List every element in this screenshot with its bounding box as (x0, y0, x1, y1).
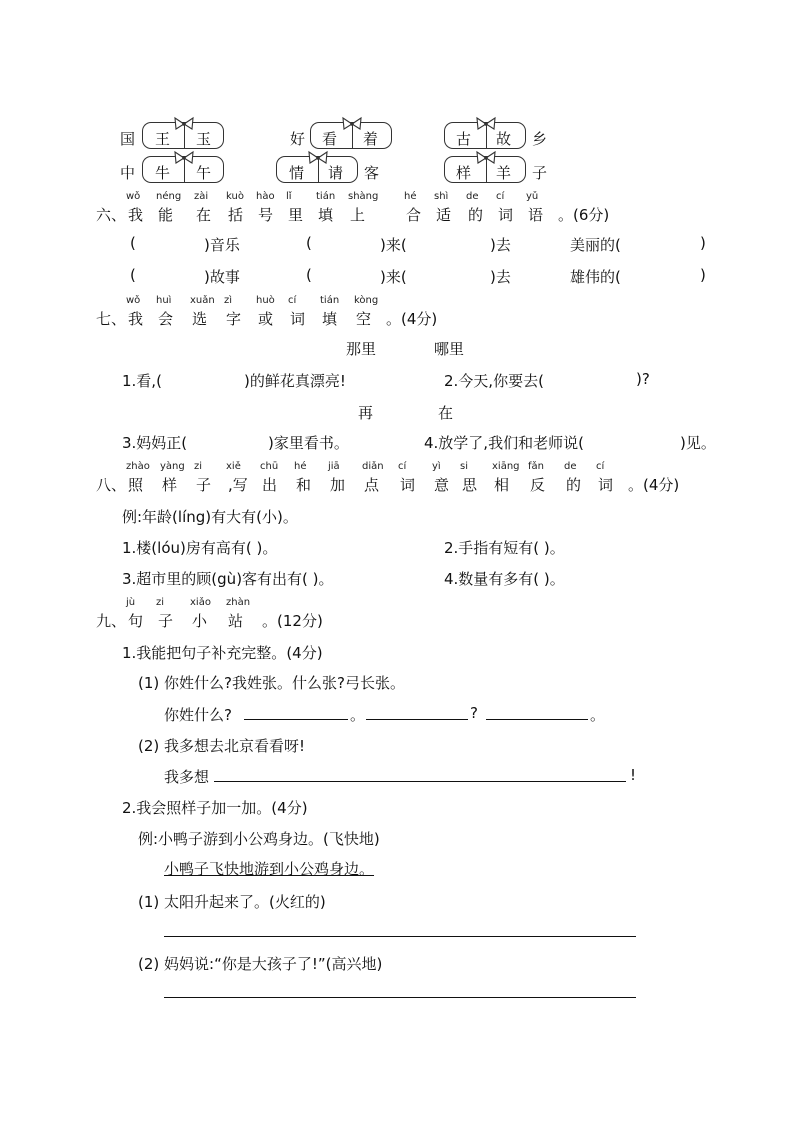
title-char: 能 (158, 206, 174, 224)
pinyin-annotation: xuǎn (190, 295, 215, 306)
answer-line[interactable] (366, 719, 468, 720)
blank-paren: ) (700, 266, 706, 284)
bow-icon (173, 116, 195, 132)
question-text: 4.放学了,我们和老师说( (424, 434, 584, 452)
question-text: 1.楼(lóu)房有高有( )。 (122, 539, 278, 557)
title-char: 小 (192, 612, 208, 630)
blank-paren: ( (130, 234, 136, 252)
title-char: 子 (196, 476, 212, 494)
title-char: 在 (196, 206, 212, 224)
question-text: 你姓什么? (164, 706, 232, 724)
pinyin-annotation: yì (432, 461, 441, 472)
section-number: 七、 (96, 310, 127, 328)
pinyin-annotation: chū (260, 461, 279, 472)
pinyin-annotation: yàng (160, 461, 185, 472)
bow-icon (475, 150, 497, 166)
word-option: 在 (438, 404, 454, 422)
blank-paren: ) (700, 234, 706, 252)
section-score: 。(6分) (558, 206, 610, 224)
title-char: 词 (400, 476, 416, 494)
question-text: (1) 太阳升起来了。(火红的) (138, 893, 326, 911)
bow-icon (475, 116, 497, 132)
title-char: 思 (462, 476, 478, 494)
pair-char-b: 羊 (496, 164, 512, 182)
title-char: 词 (290, 310, 306, 328)
example-text: 例:年龄(líng)有大有(小)。 (122, 508, 298, 526)
blank-paren: ( (130, 266, 136, 284)
pinyin-annotation: jù (126, 597, 136, 608)
title-char: 合 (406, 206, 422, 224)
title-char: 填 (318, 206, 334, 224)
bow-icon (307, 150, 329, 166)
pinyin-annotation: hé (404, 191, 417, 202)
pair-char-b: 故 (496, 130, 512, 148)
answer-line[interactable] (244, 719, 348, 720)
pinyin-annotation: cí (398, 461, 407, 472)
pair-char-b: 着 (363, 130, 379, 148)
title-char: 句 (128, 612, 144, 630)
part-heading: 2.我会照样子加一加。(4分) (122, 799, 308, 817)
pinyin-annotation: néng (156, 191, 182, 202)
title-char: 我 (128, 310, 144, 328)
title-char: 的 (468, 206, 484, 224)
word-option: 哪里 (434, 340, 465, 358)
pinyin-annotation: xiāng (492, 461, 520, 472)
title-char: 样 (162, 476, 178, 494)
pair-outer-char: 好 (290, 130, 306, 148)
pinyin-annotation: de (466, 191, 479, 202)
phrase: )去 (490, 268, 511, 286)
pinyin-annotation: kòng (354, 295, 379, 306)
title-char: 意 (434, 476, 450, 494)
pinyin-annotation: wǒ (126, 295, 141, 306)
pair-outer-char: 客 (364, 164, 380, 182)
pinyin-annotation: huì (156, 295, 172, 306)
pair-char-a: 样 (456, 164, 472, 182)
title-char: 的 (566, 476, 582, 494)
pair-char-a: 古 (456, 130, 472, 148)
pinyin-annotation: xiě (226, 461, 241, 472)
question-text: )见。 (680, 434, 716, 452)
pinyin-annotation: tián (320, 295, 340, 306)
title-char: ,写 (228, 476, 248, 494)
pair-char-a: 情 (289, 164, 305, 182)
pinyin-annotation: huò (256, 295, 275, 306)
question-text: )家里看书。 (268, 434, 349, 452)
question-text: 3.超市里的顾(gù)客有出有( )。 (122, 570, 334, 588)
pinyin-annotation: cí (288, 295, 297, 306)
title-char: 反 (530, 476, 546, 494)
phrase: )音乐 (204, 236, 240, 254)
section-number: 八、 (96, 476, 127, 494)
answer-line[interactable] (486, 719, 588, 720)
pinyin-annotation: hé (294, 461, 307, 472)
blank-paren: ( (306, 234, 312, 252)
title-char: 词 (498, 206, 514, 224)
pinyin-annotation: shì (434, 191, 449, 202)
title-char: 词 (598, 476, 614, 494)
bow-icon (341, 116, 363, 132)
pair-char-a: 牛 (155, 164, 171, 182)
pinyin-annotation: si (460, 461, 468, 472)
title-char: 括 (228, 206, 244, 224)
pinyin-annotation: kuò (226, 191, 244, 202)
word-option: 那里 (346, 340, 377, 358)
question-text: )? (636, 370, 650, 388)
word-option: 再 (358, 404, 374, 422)
title-char: 出 (262, 476, 278, 494)
title-char: 里 (288, 206, 304, 224)
title-char: 适 (436, 206, 452, 224)
pinyin-annotation: hào (256, 191, 275, 202)
bow-icon (173, 150, 195, 166)
phrase: )来( (380, 268, 407, 286)
section-number: 九、 (96, 612, 127, 630)
pinyin-annotation: cí (596, 461, 605, 472)
title-char: 空 (356, 310, 372, 328)
pinyin-annotation: de (564, 461, 577, 472)
section-score: 。(12分) (262, 612, 323, 630)
title-char: 加 (330, 476, 346, 494)
title-char: 填 (322, 310, 338, 328)
pinyin-annotation: jiā (328, 461, 340, 472)
part-heading: 1.我能把句子补充完整。(4分) (122, 644, 323, 662)
title-char: 点 (364, 476, 380, 494)
answer-line[interactable] (164, 936, 636, 937)
phrase: )去 (490, 236, 511, 254)
title-char: 或 (258, 310, 274, 328)
pinyin-annotation: tián (316, 191, 336, 202)
question-text: 3.妈妈正( (122, 434, 188, 452)
question-text: 我多想 (164, 768, 210, 786)
pinyin-annotation: zì (224, 295, 233, 306)
pair-outer-char: 子 (532, 164, 548, 182)
punctuation: 。 (350, 706, 366, 724)
section-score: 。(4分) (628, 476, 680, 494)
answer-line[interactable] (214, 781, 626, 782)
title-char: 上 (350, 206, 366, 224)
pinyin-annotation: fǎn (528, 461, 544, 472)
section-number: 六、 (96, 206, 127, 224)
title-char: 子 (158, 612, 174, 630)
question-text: 1.看,( (122, 372, 162, 390)
pair-outer-char: 中 (120, 164, 136, 182)
question-text: (1) 你姓什么?我姓张。什么张?弓长张。 (138, 674, 405, 692)
title-char: 我 (128, 206, 144, 224)
question-text: 4.数量有多有( )。 (444, 570, 565, 588)
pinyin-annotation: cí (496, 191, 505, 202)
pinyin-annotation: zi (156, 597, 165, 608)
pinyin-annotation: zhàn (226, 597, 251, 608)
punctuation: ! (630, 766, 637, 784)
pair-char-a: 看 (322, 130, 338, 148)
title-char: 号 (258, 206, 274, 224)
phrase: )来( (380, 236, 407, 254)
question-text: )的鲜花真漂亮! (244, 372, 346, 390)
pinyin-annotation: lǐ (286, 191, 292, 202)
title-char: 站 (228, 612, 244, 630)
pair-outer-char: 乡 (532, 130, 548, 148)
title-char: 语 (528, 206, 544, 224)
phrase: 美丽的( (570, 236, 621, 254)
question-text: 2.今天,你要去( (444, 372, 544, 390)
pinyin-annotation: diǎn (362, 461, 384, 472)
pinyin-annotation: shàng (348, 191, 379, 202)
title-char: 会 (158, 310, 174, 328)
title-char: 照 (128, 476, 144, 494)
pair-char-a: 王 (155, 130, 171, 148)
example-text: 例:小鸭子游到小公鸡身边。(飞快地) (138, 830, 380, 848)
section-score: 。(4分) (386, 310, 438, 328)
pair-char-b: 请 (328, 164, 344, 182)
pinyin-annotation: wǒ (126, 191, 141, 202)
phrase: )故事 (204, 268, 240, 286)
pair-char-b: 玉 (196, 130, 212, 148)
pinyin-annotation: zhào (126, 461, 150, 472)
question-text: (2) 我多想去北京看看呀! (138, 737, 306, 755)
answer-line[interactable] (164, 997, 636, 998)
pinyin-annotation: xiǎo (190, 597, 211, 608)
question-text: (2) 妈妈说:“你是大孩子了!”(高兴地) (138, 955, 383, 973)
punctuation: ? (470, 704, 478, 722)
blank-paren: ( (306, 266, 312, 284)
pair-char-b: 午 (196, 164, 212, 182)
phrase: 雄伟的( (570, 268, 621, 286)
pinyin-annotation: zài (194, 191, 209, 202)
pair-outer-char: 国 (120, 130, 136, 148)
punctuation: 。 (590, 706, 606, 724)
title-char: 相 (494, 476, 510, 494)
title-char: 和 (296, 476, 312, 494)
example-answer: 小鸭子飞快地游到小公鸡身边。 (164, 860, 375, 878)
question-text: 2.手指有短有( )。 (444, 539, 565, 557)
title-char: 选 (192, 310, 208, 328)
pinyin-annotation: zi (194, 461, 203, 472)
pinyin-annotation: yǔ (526, 191, 539, 202)
title-char: 字 (226, 310, 242, 328)
